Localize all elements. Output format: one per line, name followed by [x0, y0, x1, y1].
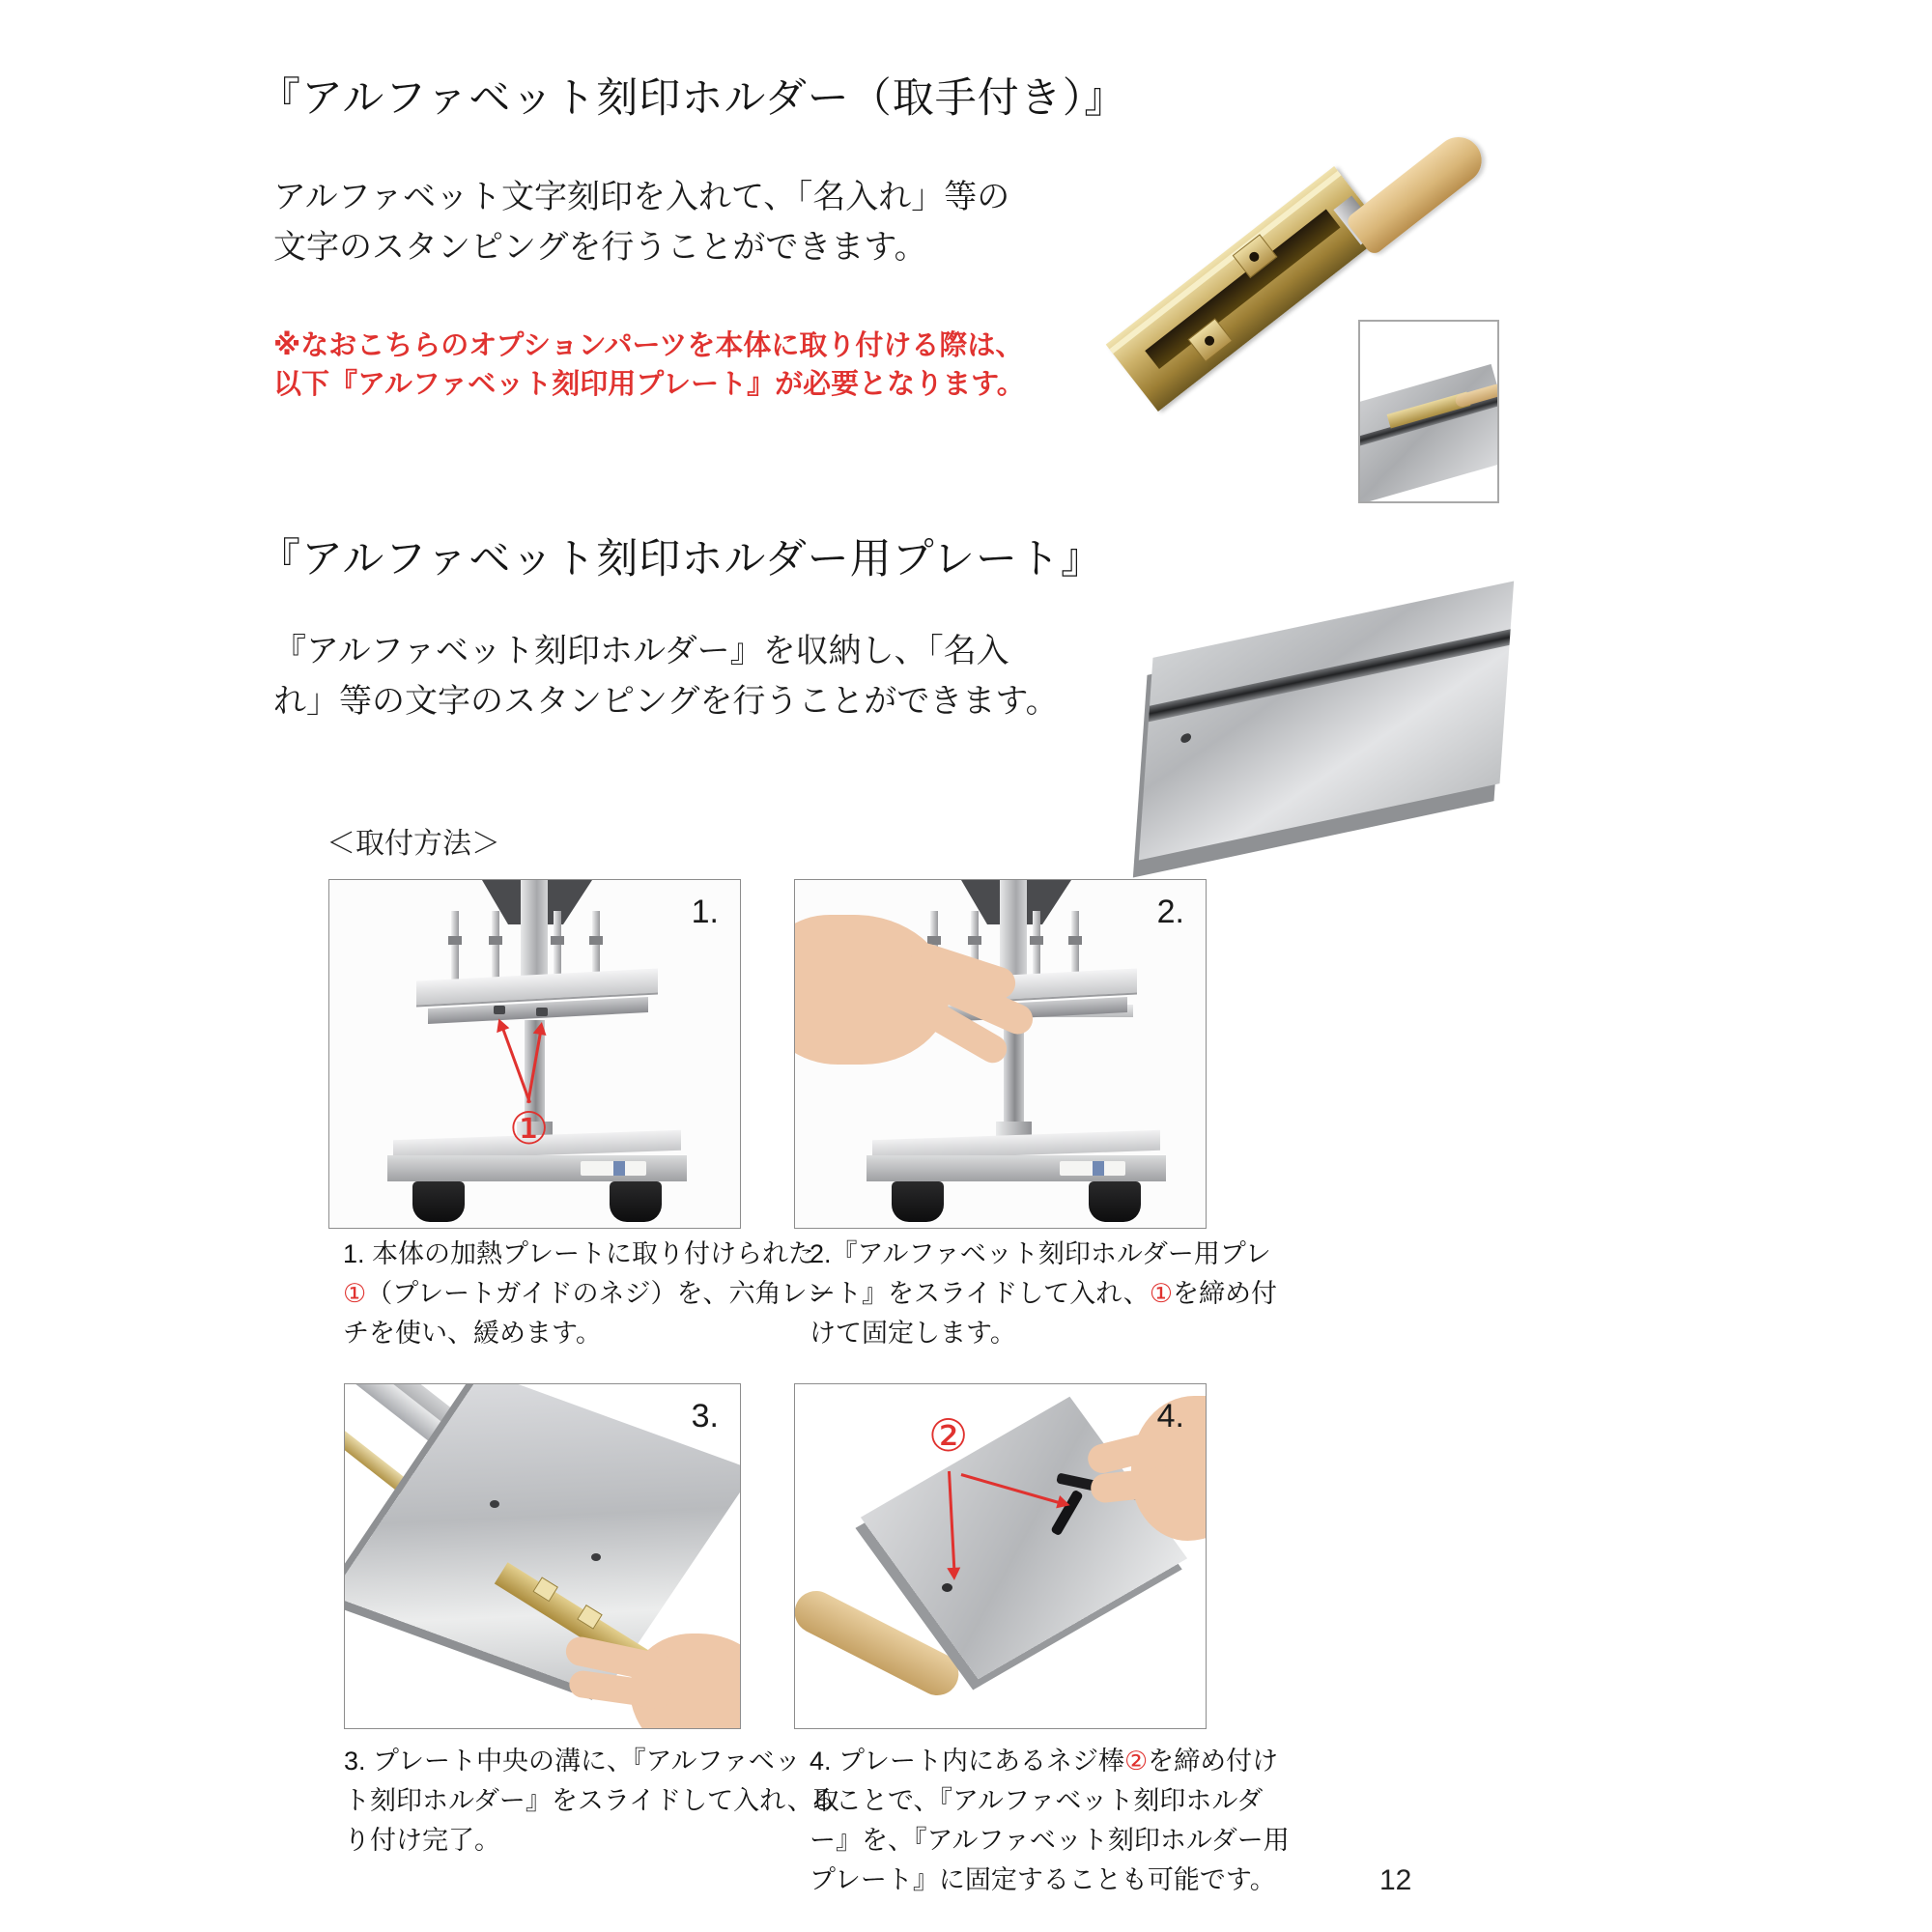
step2-caption — [810, 1235, 1277, 1353]
caption-text: ることで、『アルファベット刻印ホルダ — [810, 1786, 1264, 1815]
section2-description — [273, 626, 1059, 726]
caption-text: チを使い、緩めます。 — [343, 1319, 602, 1348]
plate-screw-hole — [1180, 732, 1191, 744]
step1-caption — [343, 1235, 833, 1353]
warning-line1: ※なおこちらのオプションパーツを本体に取り付ける際は、 — [273, 330, 1024, 361]
caption-text: けて固定します。 — [810, 1319, 1016, 1348]
caption-marker: ① — [1149, 1279, 1174, 1308]
step4-marker-2: ② — [928, 1410, 969, 1461]
caption-text: ト刻印ホルダー』をスライドして入れ、取 — [344, 1786, 839, 1815]
section1-title: 『アルファベット刻印ホルダー（取手付き）』 — [259, 75, 1127, 122]
inset-plate — [1358, 364, 1499, 503]
install-method-heading: ＜取付方法＞ — [327, 828, 500, 860]
section2-title: 『アルファベット刻印ホルダー用プレート』 — [259, 536, 1103, 582]
caption-text: 2.『アルファベット刻印ホルダー用プレ — [810, 1239, 1271, 1268]
caption-text: 4. プレート内にあるネジ棒 — [810, 1747, 1124, 1776]
holder-slot — [1145, 210, 1340, 369]
caption-text: 1. 本体の加熱プレートに取り付けられた — [343, 1239, 814, 1268]
section1-description — [273, 172, 1009, 272]
caption-marker: ① — [343, 1279, 367, 1308]
caption-text: を締め付け — [1148, 1747, 1279, 1776]
section2-desc-line2: れ」等の文字のスタンピングを行うことができます。 — [273, 683, 1059, 720]
holder-usage-inset-photo — [1358, 320, 1499, 503]
warning-line2: 以下『アルファベット刻印用プレート』が必要となります。 — [273, 369, 1025, 400]
step2-photo — [794, 879, 1207, 1229]
wooden-handle — [1345, 128, 1492, 256]
page-number: 12 — [1379, 1864, 1412, 1896]
caption-text: ート』をスライドして入れ、 — [810, 1279, 1150, 1308]
section1-warning — [273, 327, 1025, 404]
step1-photo — [328, 879, 741, 1229]
caption-text: ー』を、『アルファベット刻印ホルダー用 — [810, 1826, 1290, 1855]
section1-desc-line1: アルファベット文字刻印を入れて、「名入れ」等の — [273, 179, 1010, 215]
step3-number: 3. — [691, 1398, 719, 1435]
step1-number: 1. — [691, 894, 719, 930]
step4-photo — [794, 1383, 1207, 1729]
caption-text: （プレートガイドのネジ）を、六角レン — [366, 1279, 833, 1308]
plate-product-photo — [1111, 565, 1536, 865]
caption-text: プレート』に固定することも可能です。 — [810, 1865, 1276, 1894]
step4-number: 4. — [1156, 1398, 1184, 1435]
plate-groove — [1149, 629, 1511, 722]
caption-text: り付け完了。 — [344, 1826, 500, 1855]
step2-number: 2. — [1156, 894, 1184, 930]
caption-marker: ② — [1123, 1747, 1149, 1776]
section2-desc-line1: 『アルファベット刻印ホルダー』を収納し、「名入 — [273, 633, 1009, 669]
section1-desc-line2: 文字のスタンピングを行うことができます。 — [273, 229, 927, 266]
caption-text: を締め付 — [1173, 1279, 1278, 1308]
step4-caption — [810, 1742, 1290, 1900]
step1-marker-1: ① — [509, 1103, 550, 1153]
step3-photo — [344, 1383, 741, 1729]
step3-caption — [344, 1742, 839, 1861]
caption-text: 3. プレート中央の溝に、『アルファベッ — [344, 1747, 801, 1776]
plate-face — [1139, 581, 1514, 860]
